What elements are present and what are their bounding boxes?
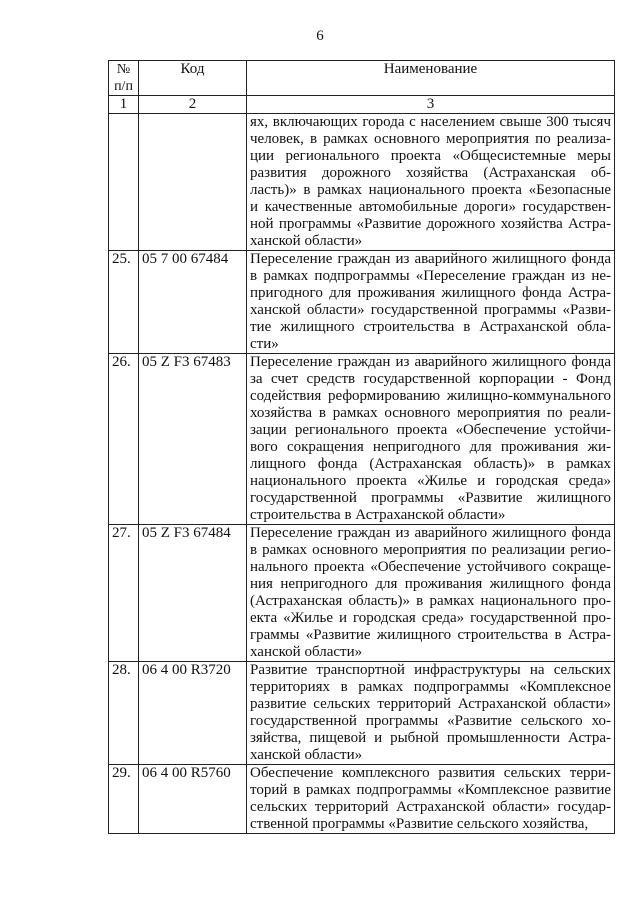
- name-line: вого сокращения непригодного для проживания жи-: [250, 439, 611, 455]
- name-line: государственной программы «Развитие жилищного: [250, 490, 611, 506]
- table-row: [109, 354, 615, 525]
- name-line: граммы «Развитие жилищного строительства в Астра-: [250, 627, 611, 643]
- row-number: 25.: [109, 251, 139, 354]
- table-row: [109, 525, 615, 662]
- row-name: [247, 765, 615, 834]
- name-line: ханской области»: [250, 233, 363, 249]
- name-line: за счет средств государственной корпорации - Фонд: [250, 371, 611, 387]
- name-line: Переселение граждан из аварийного жилищного фонда: [250, 251, 611, 267]
- name-line: зации регионального проекта «Обеспечение устойчи-: [250, 422, 611, 438]
- row-number: 27.: [109, 525, 139, 662]
- row-number: 28.: [109, 662, 139, 765]
- row-code: 05 Z F3 67484: [139, 525, 247, 662]
- name-line: Переселение граждан из аварийного жилищного фонда: [250, 354, 611, 370]
- name-line: развития дорожного хозяйства (Астраханская об-: [250, 165, 611, 181]
- column-index: 3: [247, 96, 615, 114]
- row-number: 26.: [109, 354, 139, 525]
- page-number: 6: [316, 28, 324, 44]
- name-line: ния непригодного для проживания жилищного фонда: [250, 576, 611, 592]
- name-line: ной программы «Развитие дорожного хозяйства Астра-: [250, 216, 611, 232]
- name-line: человек, в рамках основного мероприятия по реализа-: [250, 131, 611, 147]
- table-row: [109, 662, 615, 765]
- name-line: ханской области»: [250, 747, 363, 763]
- row-code: [139, 114, 247, 251]
- row-name: [247, 251, 615, 354]
- codes-table: [108, 60, 615, 834]
- name-line: в рамках основного мероприятия по реализации регио-: [250, 542, 611, 558]
- name-line: ласть)» в рамках национального проекта «Безопасные: [250, 182, 611, 198]
- name-line: ственной программы «Развитие сельского хозяйства,: [250, 816, 589, 832]
- row-code: 05 Z F3 67483: [139, 354, 247, 525]
- name-line: Переселение граждан из аварийного жилищного фонда: [250, 525, 611, 541]
- row-code: 06 4 00 R3720: [139, 662, 247, 765]
- name-line: зяйства, пищевой и рыбной промышленности Астра-: [250, 730, 611, 746]
- name-line: ях, включающих города с населением свыше 300 тысяч: [250, 114, 611, 130]
- row-number: [109, 114, 139, 251]
- name-line: екта «Жилье и городская среда» государственной про-: [250, 610, 611, 626]
- table-row: [109, 765, 615, 834]
- table-row: [109, 114, 615, 251]
- row-number: 29.: [109, 765, 139, 834]
- header-number: № п/п: [109, 61, 139, 96]
- name-line: территориях в рамках подпрограммы «Комплексное: [250, 679, 611, 695]
- name-line: национального проекта «Жилье и городская среда»: [250, 473, 611, 489]
- name-line: лищного фонда (Астраханская область)» в рамках: [250, 456, 611, 472]
- name-line: ции регионального проекта «Общесистемные меры: [250, 148, 611, 164]
- name-line: в рамках подпрограммы «Переселение граждан из не-: [250, 268, 611, 284]
- column-index: 2: [139, 96, 247, 114]
- name-line: нального проекта «Обеспечение устойчивого сокраще-: [250, 559, 611, 575]
- name-line: сельских территорий Астраханской области» государ-: [250, 799, 611, 815]
- header-name: Наименование: [247, 61, 615, 96]
- name-line: ханской области»: [250, 644, 363, 660]
- name-line: ханской области» государственной программы «Разви-: [250, 302, 611, 318]
- row-code: 05 7 00 67484: [139, 251, 247, 354]
- name-line: развитие сельских территорий Астраханской области»: [250, 696, 611, 712]
- table-row: [109, 251, 615, 354]
- row-name: [247, 662, 615, 765]
- name-line: сти»: [250, 336, 279, 352]
- name-line: (Астраханская область)» в рамках национального про-: [250, 593, 611, 609]
- row-name: [247, 354, 615, 525]
- column-index-row: [109, 96, 615, 114]
- name-line: хозяйства в рамках основного мероприятия по реали-: [250, 405, 611, 421]
- name-line: строительства в Астраханской области»: [250, 507, 506, 523]
- row-name: [247, 525, 615, 662]
- header-code: Код: [139, 61, 247, 96]
- name-line: торий в рамках подпрограммы «Комплексное развитие: [250, 782, 611, 798]
- name-line: тие жилищного строительства в Астраханской обла-: [250, 319, 611, 335]
- column-index: 1: [109, 96, 139, 114]
- row-name: [247, 114, 615, 251]
- name-line: и качественные автомобильные дороги» государствен-: [250, 199, 611, 215]
- table-header-row: [109, 61, 615, 96]
- name-line: содействия реформированию жилищно-коммунального: [250, 388, 611, 404]
- row-code: 06 4 00 R5760: [139, 765, 247, 834]
- name-line: пригодного для проживания жилищного фонда Астра-: [250, 285, 611, 301]
- name-line: Обеспечение комплексного развития сельских терри-: [250, 765, 611, 781]
- name-line: Развитие транспортной инфраструктуры на сельских: [250, 662, 611, 678]
- name-line: государственной программы «Развитие сельского хо-: [250, 713, 611, 729]
